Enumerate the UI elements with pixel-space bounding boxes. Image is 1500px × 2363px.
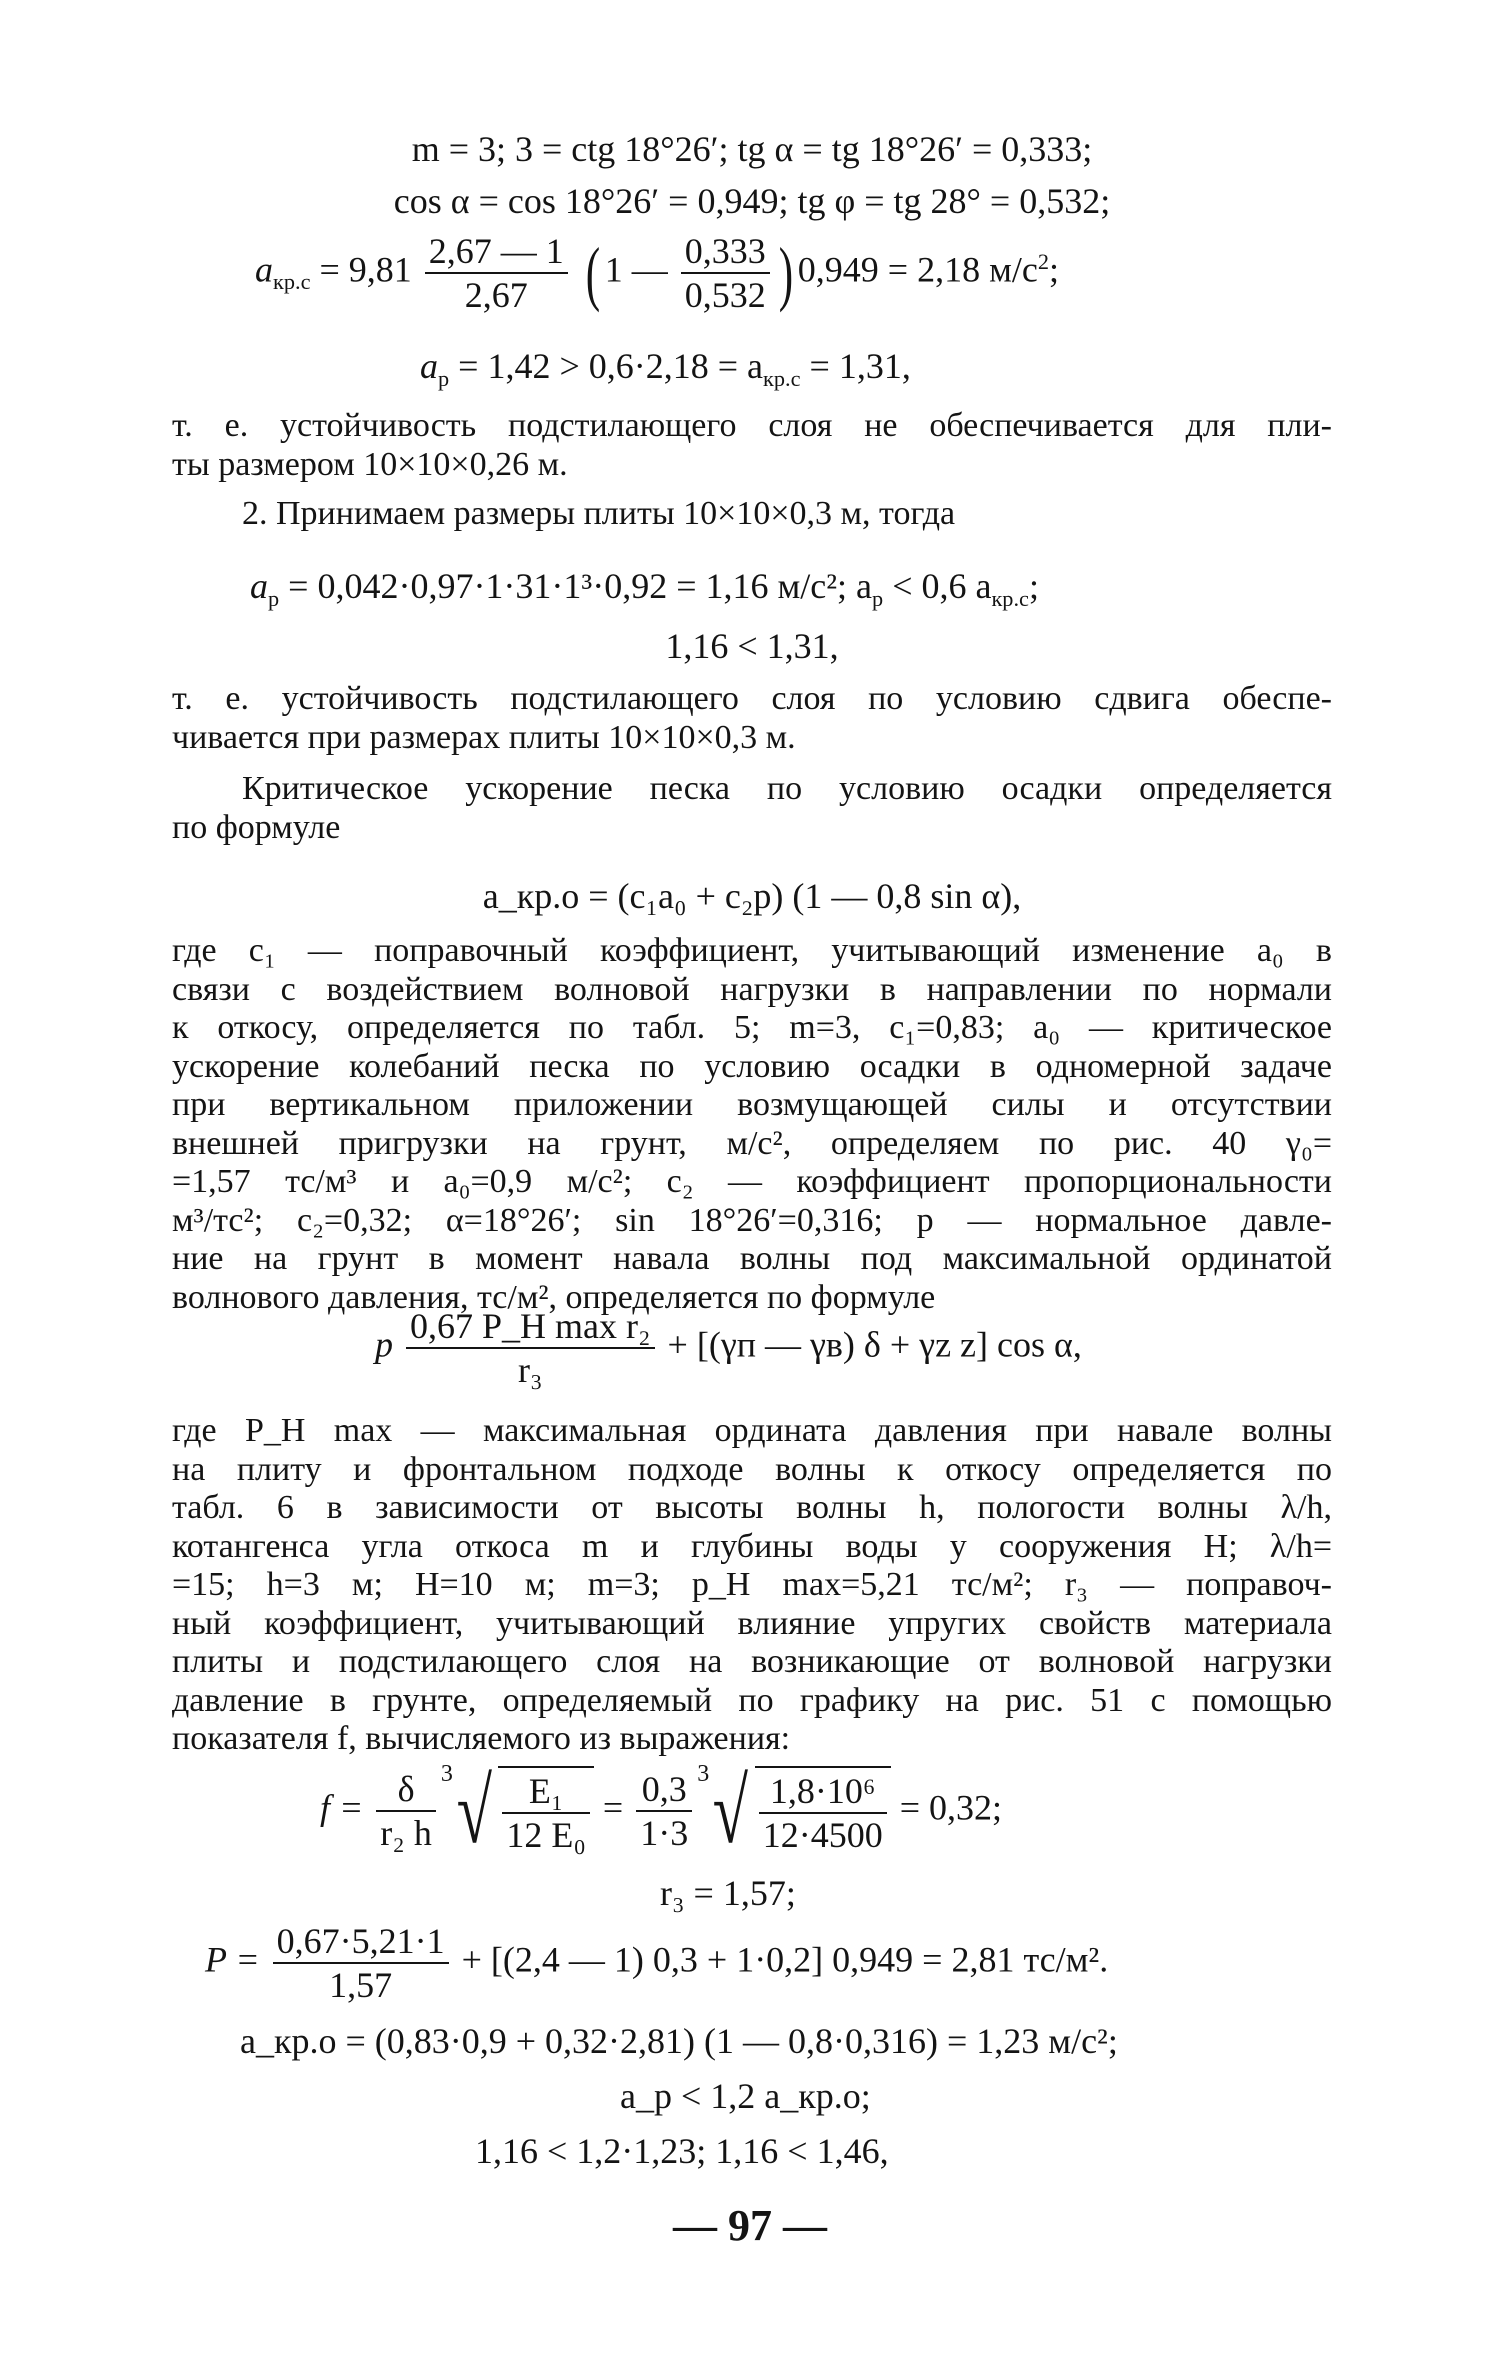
root-index-2: 3	[697, 1761, 710, 1787]
root-radicand-2	[755, 1766, 891, 1856]
ap2-sub: р	[268, 585, 280, 611]
p6-line: показателя f, вычисляемого из выражения:	[172, 1720, 791, 1757]
f-frac4-den: 12·4500	[762, 1815, 883, 1855]
acrs-eq: = 9,81	[310, 249, 421, 290]
root-index-1: 3	[440, 1761, 453, 1787]
paragraph-5	[172, 932, 1332, 1317]
p6-line: давление в грунте, определяемый по графику на рис. 51 с помощью	[172, 1681, 1332, 1719]
ap-rest: = 1,42 > 0,6·2,18 = a	[449, 346, 764, 386]
P-frac-den: 1,57	[329, 1965, 393, 2005]
formula-ap-3: a_р < 1,2 a_кр.о;	[620, 2076, 871, 2116]
f-result: = 0,32;	[899, 1787, 1003, 1828]
p5-line: ускорение колебаний песка по условию осадки в одномерной задаче	[172, 1047, 1332, 1085]
f-frac1-num: δ	[376, 1768, 436, 1812]
P-rest: + [(2,4 — 1) 0,3 + 1·0,2] 0,949 = 2,81 тс/м².	[461, 1939, 1109, 1980]
paragraph-2	[172, 495, 1332, 534]
final-inequality: 1,16 < 1,2·1,23; 1,16 < 1,46,	[475, 2131, 889, 2171]
p6-line: на плиту и фронтальном подходе волны к откосу определяется по	[172, 1450, 1332, 1488]
p5-line: где c₁ — поправочный коэффициент, учитывающий изменение a₀ в	[172, 932, 1332, 969]
formula-f	[320, 1760, 1003, 1862]
page-number: — 97 —	[673, 2201, 827, 2250]
formula-P	[205, 1920, 1108, 2006]
p5-line: =1,57 тс/м³ и a₀=0,9 м/с²; c₂ — коэффициент пропорциональности	[172, 1163, 1332, 1200]
p-frac-den: r₃	[518, 1350, 543, 1390]
p5-line: волнового давления, тс/м², определяется по формуле	[172, 1278, 936, 1316]
p6-line: котангенса угла откоса m и глубины воды у сооружения H; λ/h=	[172, 1527, 1332, 1565]
p6-line: =15; h=3 м; H=10 м; m=3; p_H max=5,21 тс/м²; r₃ — поправоч-	[172, 1566, 1332, 1603]
f-fraction-2	[502, 1770, 590, 1856]
formula-acro: a_кр.о = (c₁a₀ + c₂p) (1 — 0,8 sin α),	[482, 876, 1022, 916]
p4-line-2: по формуле	[172, 808, 341, 846]
ap2-sub3: кр.с	[991, 585, 1029, 611]
p1-line-1: т. е. устойчивость подстилающего слоя не обеспечивается для пли-	[172, 407, 1332, 444]
ap2-end: ;	[1028, 566, 1039, 606]
ap-sub: р	[438, 365, 450, 391]
p-lhs: p	[375, 1324, 393, 1365]
formula-r3: r₃ = 1,57;	[660, 1873, 796, 1913]
acrs-symbol: a	[255, 249, 273, 290]
p5-line: м³/тс²; c₂=0,32; α=18°26′; sin 18°26′=0,316; p — нормальное давле-	[172, 1201, 1332, 1239]
f-frac1-den: r₂ h	[380, 1813, 432, 1853]
right-paren: )	[778, 233, 793, 313]
p5-line: связи с воздействием волновой нагрузки в направлении по нормали	[172, 970, 1332, 1008]
P-fraction	[273, 1920, 449, 2006]
acrs-tail-sup: 2	[1037, 249, 1049, 274]
acrs-frac1-num: 2,67 — 1	[425, 230, 568, 274]
p4-line-1: Критическое ускорение песка по условию осадки определяется	[242, 770, 1332, 807]
p6-line: табл. 6 в зависимости от высоты волны h, пологости волны λ/h,	[172, 1489, 1332, 1526]
acrs-tail: 0,949 = 2,18 м/с	[797, 249, 1038, 290]
ap2-symbol: a	[250, 566, 268, 606]
f-fraction-1	[376, 1768, 436, 1854]
ap2-sub2: р	[872, 585, 884, 611]
p-frac-num: 0,67 P_H max r₂	[406, 1305, 655, 1349]
inequality-1: 1,16 < 1,31,	[665, 626, 839, 666]
acrs-one-minus: 1 —	[604, 249, 668, 290]
p3-line-2: чивается при размерах плиты 10×10×0,3 м.	[172, 718, 796, 756]
root-radicand-1	[498, 1766, 594, 1856]
formula-ap-2	[250, 565, 1039, 612]
acrs-fraction-2	[681, 230, 770, 316]
p5-line: при вертикальном приложении возмущающей силы и отсутствии	[172, 1086, 1332, 1123]
p6-line: где P_H max — максимальная ордината давления при навале волны	[172, 1412, 1332, 1449]
acrs-sub: кр.с	[273, 269, 311, 295]
paragraph-3	[172, 680, 1332, 757]
f-fraction-3	[636, 1768, 692, 1854]
p6-line: плиты и подстилающего слоя на возникающие от волновой нагрузки	[172, 1643, 1332, 1680]
acrs-frac1-den: 2,67	[464, 275, 528, 315]
p6-line: ный коэффициент, учитывающий влияние упругих свойств материала	[172, 1604, 1332, 1642]
formula-acrs: $a_{кр.с} = 9,81$ $\frac{2,67 — 1}{2,67}$ ( 1 — $\frac{0,333}{0,532}$ ) 0,949 = 2,18 $м/с^2$;	[255, 231, 1060, 315]
f-frac3-num: 0,3	[636, 1768, 692, 1812]
ap2-rest: = 0,042·0,97·1·31·1³·0,92 = 1,16 м/с²; a	[279, 566, 873, 606]
P-frac-num: 0,67·5,21·1	[273, 1920, 449, 1964]
p1-line-2: ты размером 10×10×0,26 м.	[172, 445, 568, 483]
p-rest: + [(γп — γв) δ + γz z] cos α,	[667, 1324, 1082, 1365]
f-eq: =	[602, 1787, 624, 1828]
f-frac4-num: 1,8·10⁶	[759, 1770, 887, 1814]
paragraph-1	[172, 407, 1332, 484]
formula-ap-1	[420, 345, 911, 392]
f-frac2-den: 12 E₀	[506, 1815, 586, 1855]
P-lhs: P =	[205, 1939, 260, 1980]
p-fraction	[406, 1305, 655, 1391]
cube-root-2	[697, 1760, 891, 1862]
acrs-frac2-den: 0,532	[684, 275, 766, 315]
f-fraction-4	[759, 1770, 887, 1856]
formula-p	[375, 1305, 1082, 1391]
f-frac2-num: E₁	[502, 1770, 590, 1814]
p5-line: внешней пригрузки на грунт, м/с², определяем по рис. 40 γ₀=	[172, 1124, 1332, 1162]
root-sign-1: √	[456, 1760, 492, 1862]
p5-line: ние на грунт в момент навала волны под максимальной ординатой	[172, 1240, 1332, 1277]
paragraph-4	[172, 770, 1332, 847]
ap-symbol: a	[420, 346, 438, 386]
cube-root-1	[440, 1760, 594, 1862]
ap2-tail: < 0,6 a	[883, 566, 992, 606]
f-frac3-den: 1·3	[640, 1813, 689, 1853]
f-lhs: f =	[320, 1787, 364, 1828]
ap-tail: = 1,31,	[800, 346, 911, 386]
paragraph-6	[172, 1412, 1332, 1759]
p5-line: к откосу, определяется по табл. 5; m=3, c₁=0,83; a₀ — критическое	[172, 1009, 1332, 1046]
p3-line-1: т. е. устойчивость подстилающего слоя по условию сдвига обеспе-	[172, 680, 1332, 717]
p2-line-1: 2. Принимаем размеры плиты 10×10×0,3 м, тогда	[242, 495, 956, 532]
acrs-frac2-num: 0,333	[681, 230, 770, 274]
ap-sub2: кр.с	[763, 365, 801, 391]
formula-line-2: cos α = cos 18°26′ = 0,949; tg φ = tg 28° = 0,532;	[393, 181, 1111, 221]
left-paren: (	[585, 233, 600, 313]
formula-line-1: m = 3; 3 = ctg 18°26′; tg α = tg 18°26′ = 0,333;	[411, 129, 1093, 169]
acrs-fraction-1	[425, 230, 568, 316]
formula-acro-calc: a_кр.о = (0,83·0,9 + 0,32·2,81) (1 — 0,8·0,316) = 1,23 м/с²;	[240, 2021, 1118, 2061]
root-sign-2: √	[712, 1760, 749, 1862]
